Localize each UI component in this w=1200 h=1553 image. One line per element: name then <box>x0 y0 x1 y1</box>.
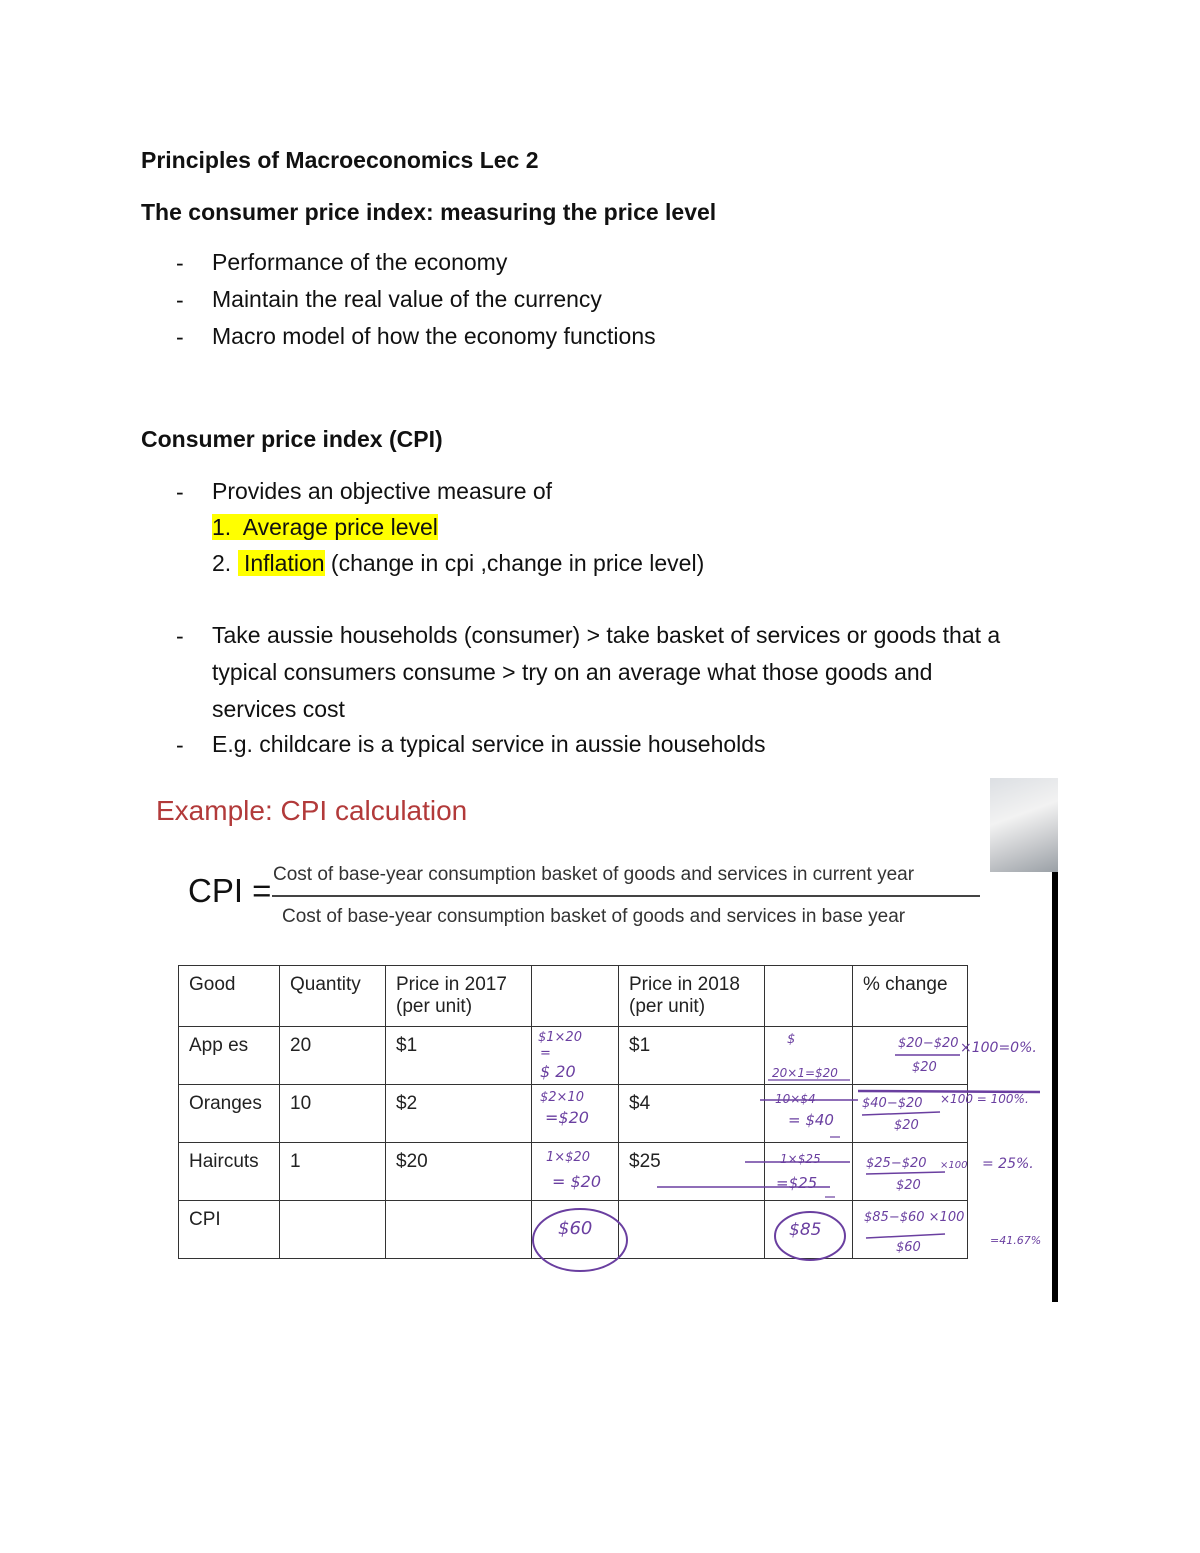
handwriting-cpi-change-num: $85−$60 ×100 <box>864 1210 965 1225</box>
table-cell: 20 <box>280 1027 386 1085</box>
handwriting-haircuts-change-den: $20 <box>896 1178 921 1193</box>
handwriting-apples-change-result: ×100=0%. <box>960 1040 1037 1056</box>
cpi-formula-label: CPI = <box>188 872 272 909</box>
formula-numerator: Cost of base-year consumption basket of goods and services in current year <box>273 864 915 885</box>
table-cell: $1 <box>619 1027 765 1085</box>
list-item: E.g. childcare is a typical service in aussie households <box>212 731 766 757</box>
handwriting-haircuts-change-num: $25−$20 <box>866 1156 927 1171</box>
page-title: Principles of Macroeconomics Lec 2 <box>141 147 539 173</box>
handwriting-apples-2018-calc: 20×1=$20 <box>772 1066 838 1080</box>
handwriting-oranges-2017-result: =$20 <box>545 1108 589 1127</box>
handwriting-oranges-2017-calc: $2×10 <box>540 1090 584 1105</box>
handwriting-oranges-change-den: $20 <box>894 1118 919 1133</box>
handwriting-cpi-change-den: $60 <box>896 1240 921 1255</box>
handwriting-equals: = <box>540 1046 551 1061</box>
table-cell: CPI <box>179 1201 280 1259</box>
fraction-stroke <box>862 1112 940 1115</box>
table-cell: $4 <box>619 1085 765 1143</box>
table-cell: 10 <box>280 1085 386 1143</box>
bullet-dash: - <box>176 287 184 313</box>
header-cell: % change <box>853 966 968 1027</box>
bullet-dash: - <box>176 479 184 505</box>
handwriting-haircuts-change-result: = 25%. <box>982 1156 1034 1172</box>
handwriting-dollar-mark: $ <box>787 1032 796 1047</box>
slide-title: Example: CPI calculation <box>156 795 468 826</box>
list-item: Take aussie households (consumer) > take basket of services or goods that a <box>212 622 1001 648</box>
table-cell: $1 <box>386 1027 532 1085</box>
fraction-stroke <box>866 1234 945 1238</box>
bullet-dash: - <box>176 250 184 276</box>
table-cell: $2 <box>386 1085 532 1143</box>
table-cell: App es <box>179 1027 280 1085</box>
bullet-dash: - <box>176 324 184 350</box>
table-cell: 1 <box>280 1143 386 1201</box>
fraction-stroke <box>866 1172 945 1174</box>
list-item: Performance of the economy <box>212 249 508 275</box>
handwriting-haircuts-2017-result: = $20 <box>552 1172 602 1191</box>
item-rest: (change in cpi ,change in price level) <box>324 550 705 576</box>
table-cell: $25 <box>619 1143 765 1201</box>
handwriting-haircuts-2018-calc: 1×$25 <box>780 1152 821 1166</box>
underline-stroke <box>858 1091 1040 1092</box>
header-cell: Quantity <box>280 966 386 1027</box>
handwriting-oranges-change-num: $40−$20 <box>862 1096 923 1111</box>
table-cell: Haircuts <box>179 1143 280 1201</box>
table-cell: $20 <box>386 1143 532 1201</box>
list-item: Provides an objective measure of <box>212 478 553 504</box>
handwriting-oranges-2018-calc: 10×$4 <box>775 1092 816 1106</box>
item-text: Average price level <box>242 514 438 540</box>
handwriting-haircuts-change-mult: ×100 <box>940 1160 968 1171</box>
bullet-dash: - <box>176 732 184 758</box>
bullet-dash: - <box>176 623 184 649</box>
list-item: Maintain the real value of the currency <box>212 286 602 312</box>
section-heading-cpi: Consumer price index (CPI) <box>141 426 443 452</box>
header-cell: Price in 2017 (per unit) <box>386 966 532 1027</box>
handwriting-haircuts-2018-result: =$25 <box>776 1174 818 1192</box>
handwriting-oranges-change-result: ×100 = 100%. <box>940 1092 1029 1106</box>
list-item-continuation: typical consumers consume > try on an average what those goods and <box>212 659 933 685</box>
handwriting-cpi-change-result: =41.67% <box>990 1234 1042 1247</box>
list-item: Macro model of how the economy functions <box>212 323 656 349</box>
handwriting-cpi-2018: $85 <box>789 1220 822 1240</box>
item-number: 1. <box>212 514 232 540</box>
formula-denominator: Cost of base-year consumption basket of goods and services in base year <box>282 906 906 927</box>
item-number: 2. <box>212 550 232 576</box>
handwriting-haircuts-2017-calc: 1×$20 <box>546 1150 590 1165</box>
handwriting-cpi-2017: $60 <box>558 1218 593 1239</box>
handwriting-apples-change-den: $20 <box>912 1060 937 1075</box>
handwriting-apples-2017-result: $ 20 <box>540 1062 576 1081</box>
item-text: Inflation <box>243 550 325 576</box>
handwriting-oranges-2018-result: = $40 <box>788 1111 834 1129</box>
table-cell: Oranges <box>179 1085 280 1143</box>
section-heading-cpi-measuring: The consumer price index: measuring the price level <box>141 199 717 225</box>
handwriting-apples-2017-calc: $1×20 <box>538 1030 582 1045</box>
header-cell: Good <box>179 966 280 1027</box>
list-item-continuation: services cost <box>212 696 345 722</box>
handwriting-apples-change-num: $20−$20 <box>898 1036 959 1051</box>
header-cell: Price in 2018 (per unit) <box>619 966 765 1027</box>
